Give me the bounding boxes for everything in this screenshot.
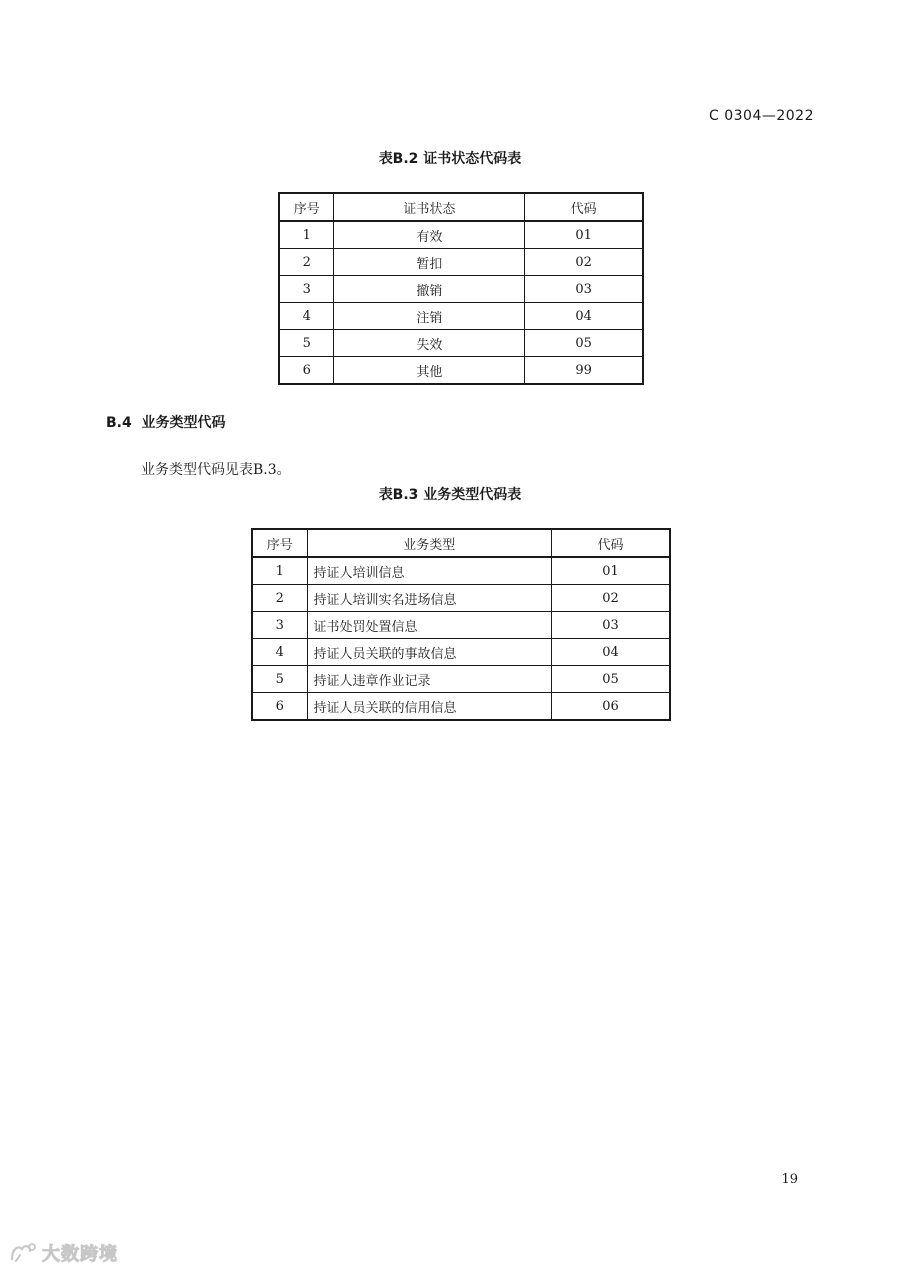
cell-serial: 3 [252, 612, 307, 639]
cell-serial: 1 [252, 557, 307, 585]
cell-code: 06 [552, 693, 670, 721]
table-row [279, 303, 643, 330]
cell-serial: 2 [279, 249, 334, 276]
watermark-text: 大数跨境 [42, 1244, 118, 1265]
cell-code: 01 [525, 221, 643, 249]
cell-status: 撤销 [334, 276, 525, 303]
header-code: 代码 [552, 529, 670, 557]
certificate-status-table [278, 192, 644, 385]
cell-business-type: 持证人员关联的信用信息 [307, 693, 552, 721]
cell-status: 其他 [334, 357, 525, 385]
cell-serial: 5 [252, 666, 307, 693]
cell-code: 01 [552, 557, 670, 585]
table-row [252, 585, 670, 612]
cell-business-type: 持证人培训实名进场信息 [307, 585, 552, 612]
cell-business-type: 证书处罚处置信息 [307, 612, 552, 639]
table-row [252, 557, 670, 585]
cell-serial: 4 [252, 639, 307, 666]
cell-serial: 4 [279, 303, 334, 330]
cell-status: 注销 [334, 303, 525, 330]
header-code: 代码 [525, 193, 643, 221]
cell-business-type: 持证人员关联的事故信息 [307, 639, 552, 666]
table-row [252, 612, 670, 639]
table-header-row [252, 529, 670, 557]
table-row [252, 666, 670, 693]
business-type-table [251, 528, 671, 721]
watermark [8, 1240, 118, 1266]
table-row [252, 693, 670, 721]
cell-code: 99 [525, 357, 643, 385]
table-b2-caption: 表B.2 证书状态代码表 [378, 151, 522, 167]
cell-serial: 3 [279, 276, 334, 303]
table-b3-caption: 表B.3 业务类型代码表 [378, 487, 522, 503]
cell-code: 03 [552, 612, 670, 639]
cell-serial: 6 [252, 693, 307, 721]
cell-serial: 1 [279, 221, 334, 249]
table-row [252, 639, 670, 666]
table-row [279, 221, 643, 249]
cell-serial: 5 [279, 330, 334, 357]
cell-status: 暂扣 [334, 249, 525, 276]
page-number: 19 [781, 1172, 798, 1187]
cell-code: 04 [552, 639, 670, 666]
cell-business-type: 持证人培训信息 [307, 557, 552, 585]
section-heading-b4: B.4 业务类型代码 [106, 415, 226, 431]
header-business-type: 业务类型 [307, 529, 552, 557]
cell-status: 失效 [334, 330, 525, 357]
header-serial: 序号 [252, 529, 307, 557]
cell-status: 有效 [334, 221, 525, 249]
brand-logo-icon [8, 1241, 38, 1265]
cell-code: 04 [525, 303, 643, 330]
cell-code: 02 [525, 249, 643, 276]
cell-serial: 2 [252, 585, 307, 612]
cell-code: 05 [552, 666, 670, 693]
cell-code: 02 [552, 585, 670, 612]
table-row [279, 276, 643, 303]
section-paragraph: 业务类型代码见表B.3。 [141, 462, 291, 478]
table-row [279, 330, 643, 357]
cell-code: 03 [525, 276, 643, 303]
table-header-row [279, 193, 643, 221]
table-row [279, 357, 643, 385]
cell-serial: 6 [279, 357, 334, 385]
document-code: C 0304—2022 [709, 108, 814, 124]
cell-code: 05 [525, 330, 643, 357]
header-status: 证书状态 [334, 193, 525, 221]
header-serial: 序号 [279, 193, 334, 221]
cell-business-type: 持证人违章作业记录 [307, 666, 552, 693]
table-row [279, 249, 643, 276]
